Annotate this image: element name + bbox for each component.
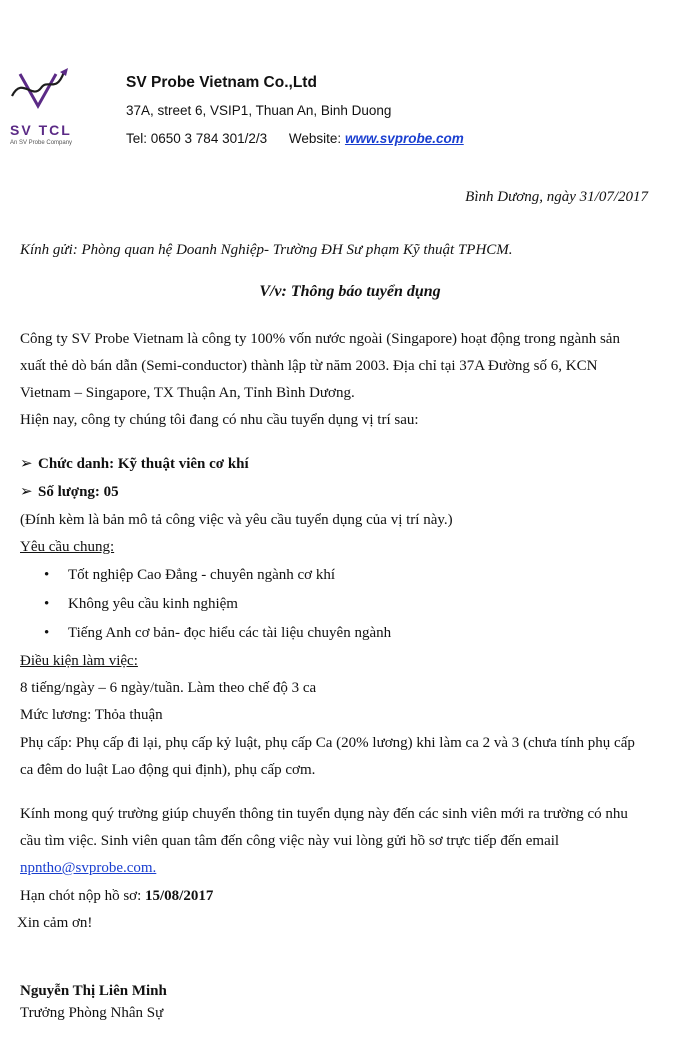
position-item <box>20 453 249 475</box>
company-name: SV Probe Vietnam Co.,Ltd <box>126 74 317 91</box>
intro-line: xuất thẻ dò bán dẫn (Semi-conductor) thành lập từ năm 2003. Địa chỉ tại 37A Đường số 6, KCN <box>20 358 598 374</box>
closing-line: Kính mong quý trường giúp chuyển thông tin tuyển dụng này đến các sinh viên mới ra trường có nhu <box>20 806 628 822</box>
deadline-value: 15/08/2017 <box>145 888 214 904</box>
requirement-item: • Tốt nghiệp Cao Đẳng - chuyên ngành cơ khí <box>44 564 335 586</box>
quantity-value: Số lượng: 05 <box>38 484 119 500</box>
position-title: Chức danh: Kỹ thuật viên cơ khí <box>38 456 249 472</box>
logo-tagline: An SV Probe Company <box>10 140 73 146</box>
company-logo <box>8 66 90 152</box>
condition-line: ca đêm do luật Lao động qui định), phụ cấp cơm. <box>20 762 316 778</box>
company-address: 37A, street 6, VSIP1, Thuan An, Binh Duong <box>126 103 392 118</box>
arrow-bullet-icon: ➢ <box>20 484 33 500</box>
company-tel: Tel: 0650 3 784 301/2/3 <box>126 131 268 146</box>
thanks: Xin cảm ơn! <box>17 915 93 931</box>
quantity-item <box>20 481 119 503</box>
letter-recipient: Kính gửi: Phòng quan hệ Doanh Nghiệp- Trường ĐH Sư phạm Kỹ thuật TPHCM. <box>20 242 513 258</box>
bullet-icon: • <box>44 625 50 641</box>
company-contact <box>126 131 464 146</box>
email-link[interactable]: npntho@svprobe.com. <box>20 860 157 876</box>
deadline <box>20 885 213 907</box>
website-label: Website: <box>288 131 342 146</box>
bullet-icon: • <box>44 567 50 583</box>
arrow-bullet-icon: ➢ <box>20 456 33 472</box>
attachment-note: (Đính kèm là bản mô tả công việc và yêu cầu tuyển dụng của vị trí này.) <box>20 512 453 528</box>
requirement-item: • Không yêu cầu kinh nghiệm <box>44 593 238 615</box>
requirements-heading: Yêu cầu chung: <box>20 539 115 555</box>
deadline-label: Hạn chót nộp hồ sơ: <box>20 888 146 904</box>
logo-text: SV TCL <box>10 122 72 138</box>
signer-title: Trưởng Phòng Nhân Sự <box>20 1005 164 1021</box>
condition-line: Phụ cấp: Phụ cấp đi lại, phụ cấp kỷ luật, phụ cấp Ca (20% lương) khi làm ca 2 và 3 (chưa tính phụ cấp <box>20 735 635 751</box>
condition-line: Mức lương: Thỏa thuận <box>20 707 163 723</box>
intro-line: Hiện nay, công ty chúng tôi đang có nhu cầu tuyển dụng vị trí sau: <box>20 412 419 428</box>
conditions-heading: Điều kiện làm việc: <box>20 653 138 669</box>
requirement-item: • Tiếng Anh cơ bản- đọc hiểu các tài liệu chuyên ngành <box>44 622 391 644</box>
website-link[interactable]: www.svprobe.com <box>344 131 464 146</box>
signer-name: Nguyễn Thị Liên Minh <box>20 983 167 999</box>
intro-line: Vietnam – Singapore, TX Thuận An, Tỉnh Bình Dương. <box>20 385 355 401</box>
intro-paragraph <box>20 326 684 434</box>
condition-line: 8 tiếng/ngày – 6 ngày/tuần. Làm theo chế độ 3 ca <box>20 680 317 696</box>
closing-line: cầu tìm việc. Sinh viên quan tâm đến công việc này vui lòng gửi hồ sơ trực tiếp đến email <box>20 833 560 849</box>
letter-date: Bình Dương, ngày 31/07/2017 <box>465 189 648 205</box>
letter-subject: V/v: Thông báo tuyển dụng <box>259 283 441 300</box>
intro-line: Công ty SV Probe Vietnam là công ty 100% vốn nước ngoài (Singapore) hoạt động trong ngành sản <box>20 331 620 347</box>
bullet-icon: • <box>44 596 50 612</box>
